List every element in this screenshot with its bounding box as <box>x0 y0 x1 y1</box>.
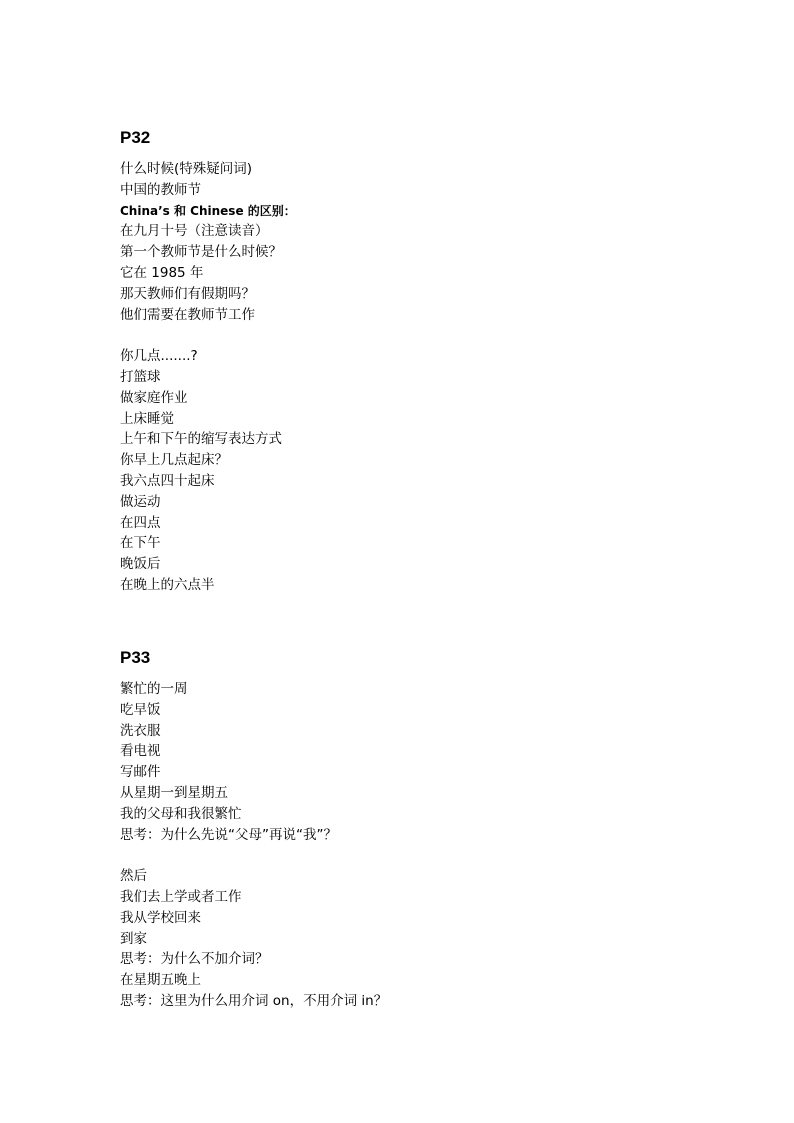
text-line: 上午和下午的缩写表达方式 <box>120 431 282 448</box>
text-line: 我的父母和我很繁忙 <box>120 805 242 822</box>
text-line: 在星期五晚上 <box>120 972 201 989</box>
section-heading: P33 <box>120 648 151 667</box>
text-line: China’s 和 Chinese 的区别： <box>120 203 296 218</box>
text-line: 到家 <box>120 930 147 947</box>
text-line: 上床睡觉 <box>120 410 174 427</box>
text-line: 我从学校回来 <box>120 909 201 926</box>
text-line: 在九月十号（注意读音） <box>120 223 269 240</box>
line-group <box>120 159 720 325</box>
text-line: 看电视 <box>120 743 161 760</box>
text-line: 在晚上的六点半 <box>120 576 215 593</box>
text-line: 在下午 <box>120 535 161 552</box>
text-line: 从星期一到星期五 <box>120 784 228 801</box>
text-line: 第一个教师节是什么时候？ <box>120 244 282 261</box>
section-p33 <box>120 648 720 1012</box>
text-line: 思考：为什么不加介词？ <box>120 951 269 968</box>
text-line: 我们去上学或者工作 <box>120 888 242 905</box>
text-line: 你早上几点起床？ <box>120 452 228 469</box>
text-line: 中国的教师节 <box>120 181 201 198</box>
text-line: 什么时候(特殊疑问词) <box>120 161 253 177</box>
paragraph-gap <box>120 325 720 346</box>
text-line: 做家庭作业 <box>120 389 188 406</box>
text-line: 思考：这里为什么用介词 on，不用介词 in？ <box>120 992 388 1009</box>
line-group <box>120 866 720 1012</box>
paragraph-gap <box>120 845 720 866</box>
text-line: 繁忙的一周 <box>120 681 188 697</box>
section-heading: P32 <box>120 128 151 147</box>
text-line: 做运动 <box>120 493 161 510</box>
text-line: 洗衣服 <box>120 722 161 739</box>
text-line: 它在 1985 年 <box>120 264 204 281</box>
text-line: 晚饭后 <box>120 556 161 573</box>
text-line: 我六点四十起床 <box>120 472 215 489</box>
line-group <box>120 679 720 845</box>
text-line: 在四点 <box>120 514 161 531</box>
section-p32 <box>120 128 720 596</box>
text-line: 写邮件 <box>120 764 161 781</box>
text-line: 那天教师们有假期吗？ <box>120 285 255 302</box>
text-line: 你几点.......? <box>120 348 198 365</box>
text-line: 打篮球 <box>120 368 161 385</box>
text-line: 然后 <box>120 868 147 885</box>
text-line: 吃早饭 <box>120 701 161 718</box>
text-line: 思考：为什么先说“父母”再说“我”？ <box>120 826 337 843</box>
text-line: 他们需要在教师节工作 <box>120 306 255 323</box>
line-group <box>120 346 720 596</box>
